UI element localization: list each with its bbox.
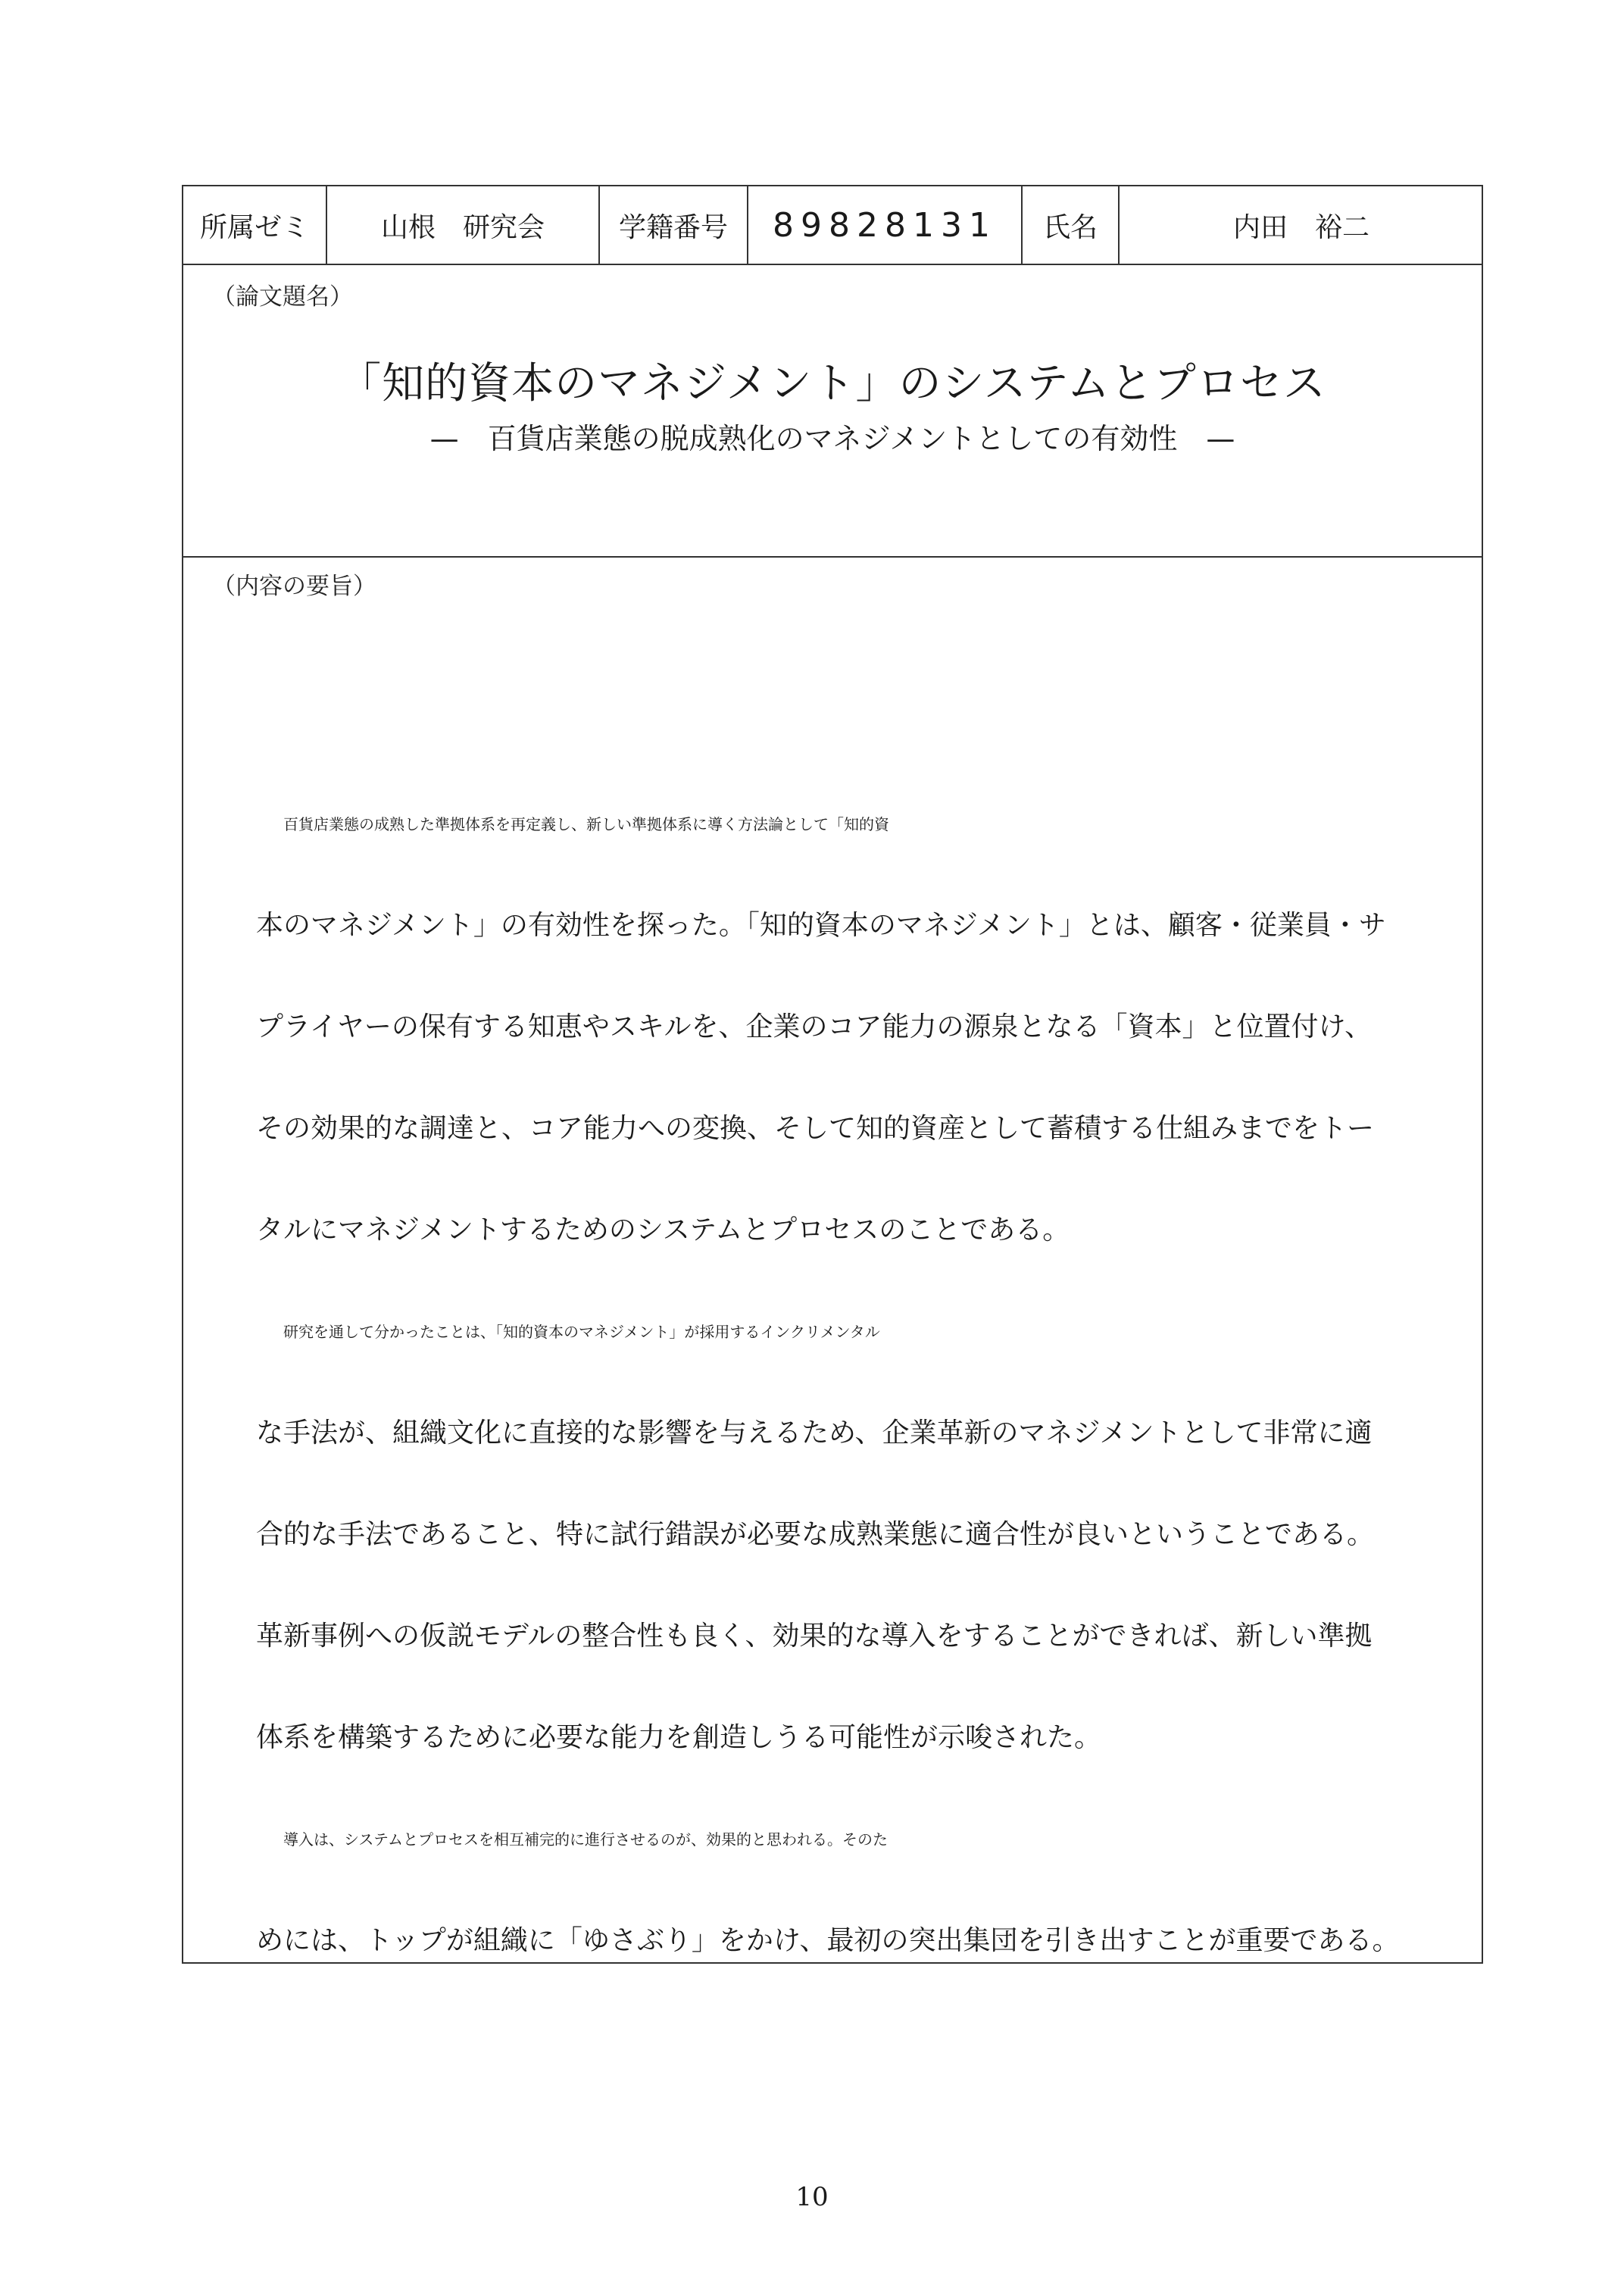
student-id-label: 学籍番号 <box>600 186 748 264</box>
abstract-line: めには、トップが組織に「ゆさぶり」をかけ、最初の突出集団を引き出すことが重要である。 <box>256 1925 1400 1956</box>
thesis-title: 「知的資本のマネジメント」のシステムとプロセス <box>339 359 1326 408</box>
summary-form <box>182 185 1483 1964</box>
name-label: 氏名 <box>1023 186 1120 264</box>
seminar-label: 所属ゼミ <box>183 186 327 264</box>
abstract-line: タルにマネジメントするためのシステムとプロセスのことである。 <box>256 1214 1070 1246</box>
abstract-section-label: （内容の要旨） <box>212 573 376 600</box>
abstract-line: その効果的な調達と、コア能力への変換、そして知的資産として蓄積する仕組みまでをトー <box>256 1113 1375 1144</box>
abstract-line: 研究を通して分かったことは、「知的資本のマネジメント」が採用するインクリメンタル <box>283 1323 880 1341</box>
abstract-line: 本のマネジメント」の有効性を探った。「知的資本のマネジメント」とは、顧客・従業員・サ <box>256 910 1386 941</box>
title-section <box>183 265 1482 558</box>
abstract-line: 革新事例への仮説モデルの整合性も良く、効果的な導入をすることができれば、新しい準拠 <box>256 1621 1373 1652</box>
page-number: 10 <box>795 2182 829 2212</box>
abstract-line: 合的な手法であること、特に試行錯誤が必要な成熟業態に適合性が良いということである。 <box>256 1519 1375 1550</box>
abstract-line: 体系を構築するために必要な能力を創造しうる可能性が示唆された。 <box>256 1722 1102 1753</box>
thesis-subtitle: — 百貨店業態の脱成熟化のマネジメントとしての有効性 — <box>429 422 1235 455</box>
abstract-line: プライヤーの保有する知恵やスキルを、企業のコア能力の源泉となる「資本」と位置付け、 <box>256 1011 1373 1042</box>
name-value: 内田 裕二 <box>1232 211 1369 243</box>
header-row <box>183 186 1482 265</box>
abstract-section <box>183 558 1482 1964</box>
seminar-value: 山根 研究会 <box>327 186 600 264</box>
abstract-line: 百貨店業態の成熟した準拠体系を再定義し、新しい準拠体系に導く方法論として「知的資 <box>283 815 889 833</box>
abstract-line: 導入は、システムとプロセスを相互補完的に進行させるのが、効果的と思われる。そのた <box>283 1830 888 1849</box>
student-id-value: 89828131 <box>748 186 1023 264</box>
title-section-label: （論文題名） <box>212 283 353 311</box>
abstract-line: な手法が、組織文化に直接的な影響を与えるため、企業革新のマネジメントとして非常に適 <box>256 1417 1373 1449</box>
